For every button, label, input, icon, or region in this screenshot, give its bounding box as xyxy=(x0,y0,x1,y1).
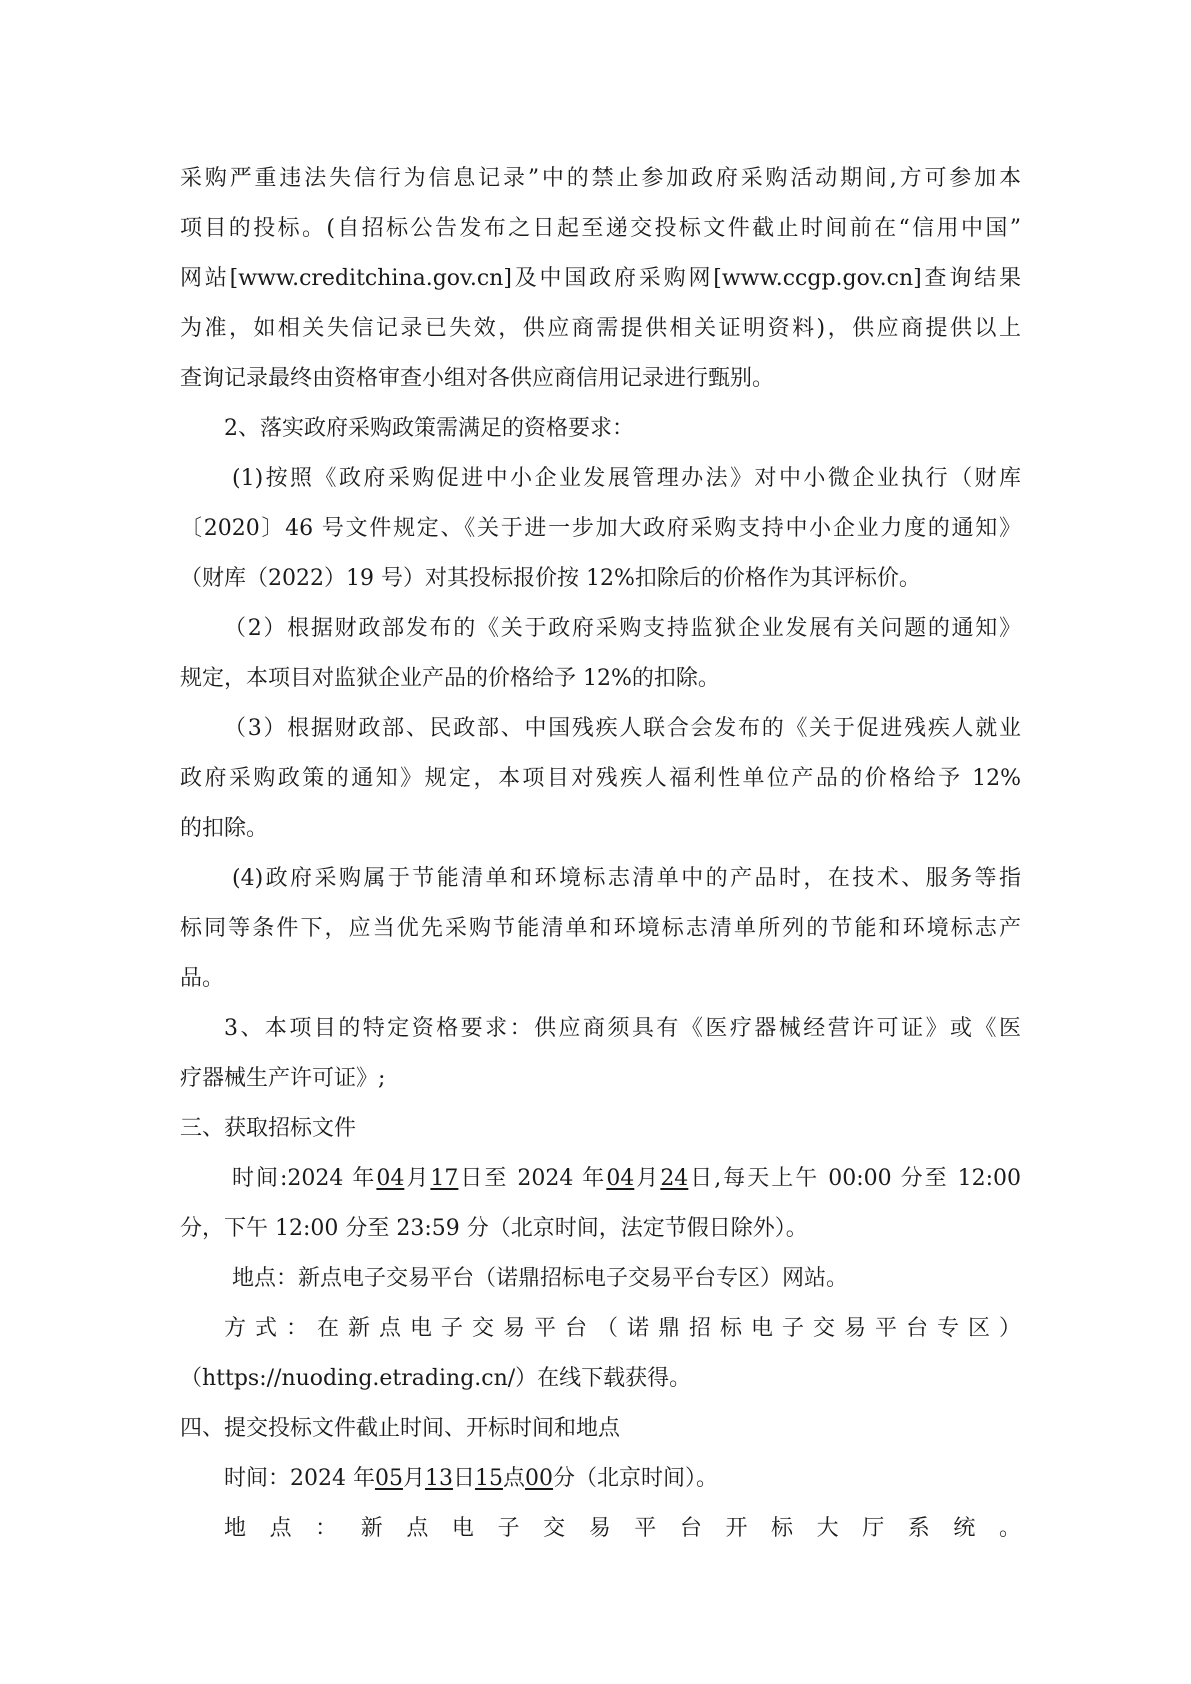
text-line: 品。 xyxy=(180,966,225,991)
text-line: 疗器械生产许可证》; xyxy=(180,1066,386,1091)
text-segment: 月 xyxy=(634,1166,661,1191)
section-heading-submission-deadline: 四、提交投标文件截止时间、开标时间和地点 xyxy=(180,1416,621,1441)
date-month: 04 xyxy=(376,1166,405,1191)
text-line: 3、本项目的特定资格要求：供应商须具有《医疗器械经营许可证》或《医 xyxy=(224,1016,1021,1041)
text-line: 项目的投标。(自招标公告发布之日起至递交投标文件截止时间前在“信用中国” xyxy=(180,216,1021,241)
text-line: 采购严重违法失信行为信息记录”中的禁止参加政府采购活动期间,方可参加本 xyxy=(180,166,1021,191)
paragraph-specific-qualification xyxy=(180,1004,1021,1104)
text-line: 政府采购政策的通知》规定，本项目对残疾人福利性单位产品的价格给予 12% xyxy=(180,766,1021,791)
text-segment: 分（北京时间）。 xyxy=(553,1466,719,1491)
paragraph-policy-requirements: 2、落实政府采购政策需满足的资格要求： xyxy=(224,416,634,441)
section-heading-obtain-documents: 三、获取招标文件 xyxy=(180,1116,357,1141)
text-line: （2）根据财政部发布的《关于政府采购支持监狱企业发展有关问题的通知》 xyxy=(224,616,1021,641)
paragraph-prison-enterprise xyxy=(180,604,1021,704)
submission-place: 地点：新点电子交易平台开标大厅系统。 xyxy=(224,1516,1021,1541)
date-month: 04 xyxy=(606,1166,635,1191)
deadline-day: 13 xyxy=(425,1466,453,1491)
date-day: 17 xyxy=(430,1166,459,1191)
obtain-method xyxy=(180,1304,1021,1404)
date-day: 24 xyxy=(660,1166,689,1191)
submission-time xyxy=(180,1454,1021,1504)
obtain-time xyxy=(180,1154,1021,1254)
text-line xyxy=(180,1154,1021,1204)
text-line: 查询记录最终由资格审查小组对各供应商信用记录进行甄别。 xyxy=(180,366,775,391)
text-line: 为准，如相关失信记录已失效，供应商需提供相关证明资料)，供应商提供以上 xyxy=(180,316,1021,341)
text-line: 的扣除。 xyxy=(180,816,269,841)
text-line: 标同等条件下，应当优先采购节能清单和环境标志清单所列的节能和环境标志产 xyxy=(180,916,1021,941)
paragraph-credit-check xyxy=(180,154,1021,404)
deadline-month: 05 xyxy=(374,1466,403,1491)
text-line: (4)政府采购属于节能清单和环境标志清单中的产品时，在技术、服务等指 xyxy=(232,866,1021,891)
text-segment: 时间:2024 年 xyxy=(232,1166,377,1191)
text-line: (1)按照《政府采购促进中小企业发展管理办法》对中小微企业执行（财库 xyxy=(232,466,1021,491)
text-line: （财库（2022）19 号）对其投标报价按 12%扣除后的价格作为其评标价。 xyxy=(180,566,921,591)
text-line: 方式：在新点电子交易平台（诺鼎招标电子交易平台专区） xyxy=(224,1316,1021,1341)
deadline-minute: 00 xyxy=(525,1466,554,1491)
text-line: 分，下午 12:00 分至 23:59 分（北京时间，法定节假日除外）。 xyxy=(180,1216,808,1241)
paragraph-energy-saving xyxy=(180,854,1021,1004)
text-segment: 日 xyxy=(453,1466,476,1491)
text-line: 规定，本项目对监狱企业产品的价格给予 12%的扣除。 xyxy=(180,666,720,691)
text-line: 〔2020〕46 号文件规定、《关于进一步加大政府采购支持中小企业力度的通知》 xyxy=(180,516,1021,541)
text-segment: 时间：2024 年 xyxy=(224,1466,375,1491)
paragraph-disabled-employment xyxy=(180,704,1021,854)
text-line: 网站[www.creditchina.gov.cn]及中国政府采购网[www.ccgp.gov.cn]查询结果 xyxy=(180,266,1021,291)
obtain-place: 地点：新点电子交易平台（诺鼎招标电子交易平台专区）网站。 xyxy=(232,1266,849,1291)
text-line: （https://nuoding.etrading.cn/）在线下载获得。 xyxy=(180,1366,692,1391)
deadline-hour: 15 xyxy=(475,1466,504,1491)
text-segment: 日至 2024 年 xyxy=(458,1166,607,1191)
text-segment: 点 xyxy=(503,1466,526,1491)
paragraph-sme-policy xyxy=(180,454,1021,604)
text-line: （3）根据财政部、民政部、中国残疾人联合会发布的《关于促进残疾人就业 xyxy=(224,716,1021,741)
text-segment: 日,每天上午 00:00 分至 12:00 xyxy=(688,1166,1021,1191)
text-segment: 月 xyxy=(404,1166,431,1191)
text-segment: 月 xyxy=(402,1466,425,1491)
